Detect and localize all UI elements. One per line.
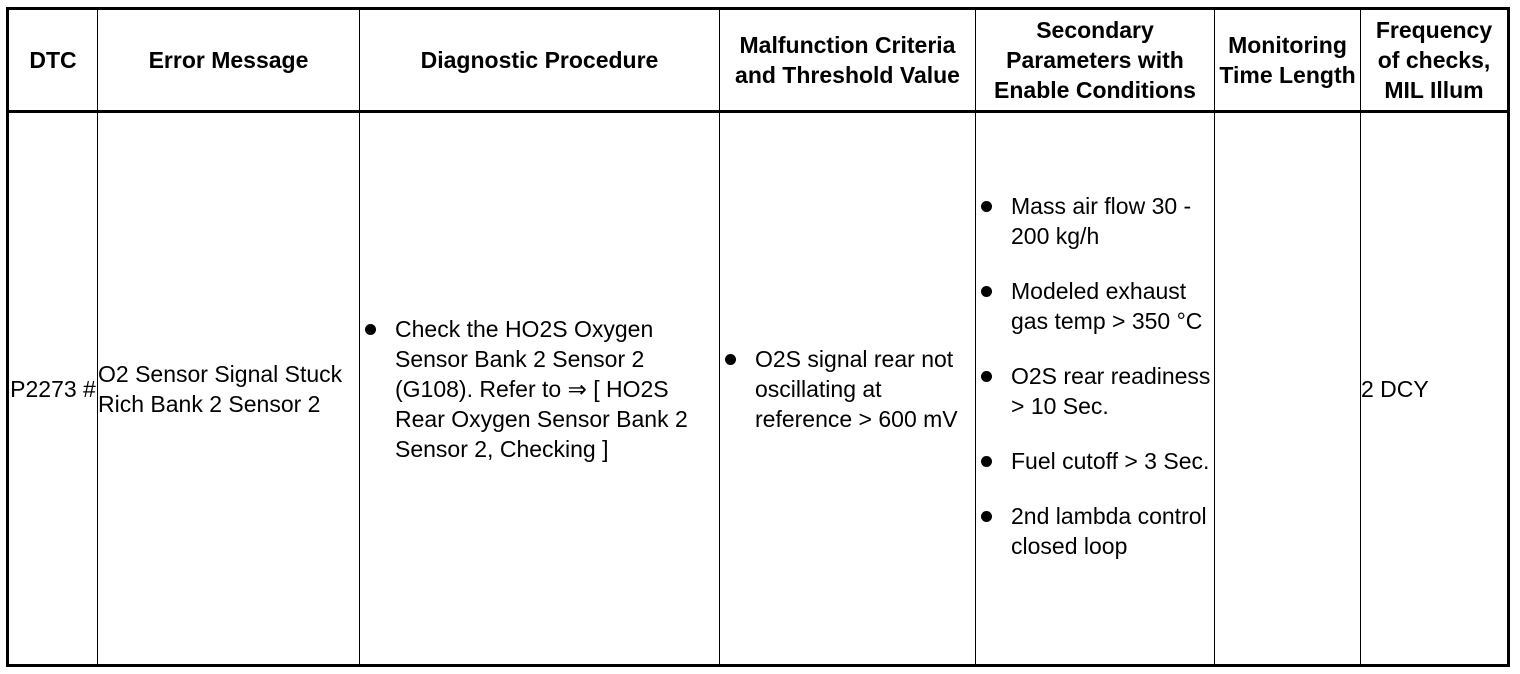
monitoring-time [1215,112,1361,666]
parameter-text: O2S rear readiness > 10 Sec. [1011,363,1211,419]
header-monitoring-time: Monitoring Time Length [1215,9,1361,112]
bullet-icon [725,354,736,365]
header-malfunction-criteria: Malfunction Criteria and Threshold Value [720,9,976,112]
header-frequency: Frequency of checks, MIL Illum [1361,9,1509,112]
list-item [976,501,1214,561]
secondary-parameters-cell [976,112,1215,666]
list-item [976,276,1214,336]
dtc-table [6,7,1510,667]
list-item [360,314,719,464]
malfunction-criteria-list [720,344,975,434]
header-row [8,9,1509,112]
secondary-parameters-list [976,191,1214,561]
list-item [720,344,975,434]
error-message: O2 Sensor Signal Stuck Rich Bank 2 Sensor 2 [98,112,360,666]
header-diagnostic-procedure: Diagnostic Procedure [360,9,720,112]
parameter-text: 2nd lambda control closed loop [1011,503,1207,559]
dtc-code: P2273 # [8,112,98,666]
header-error-message: Error Message [98,9,360,112]
list-item [976,191,1214,251]
bullet-icon [365,324,376,335]
parameter-text: Mass air flow 30 - 200 kg/h [1011,193,1192,249]
malfunction-criteria-cell [720,112,976,666]
bullet-icon [981,286,992,297]
bullet-icon [981,511,992,522]
bullet-icon [981,456,992,467]
header-dtc: DTC [8,9,98,112]
bullet-icon [981,371,992,382]
diagnostic-procedure-list [360,314,719,464]
bullet-icon [981,201,992,212]
frequency-value: 2 DCY [1361,112,1509,666]
list-item [976,361,1214,421]
procedure-text: Check the HO2S Oxygen Sensor Bank 2 Sensor 2 (G108). Refer to ⇒ [ HO2S Rear Oxygen Sensor Bank 2 Sensor 2, Checking ] [395,315,688,462]
diagnostic-procedure-cell [360,112,720,666]
parameter-text: Modeled exhaust gas temp > 350 °C [1011,278,1203,334]
parameter-text: Fuel cutoff > 3 Sec. [1011,448,1210,474]
criteria-text: O2S signal rear not oscillating at reference > 600 mV [755,345,958,432]
list-item [976,446,1214,476]
table-row [8,112,1509,666]
header-secondary-parameters: Secondary Parameters with Enable Conditions [976,9,1215,112]
